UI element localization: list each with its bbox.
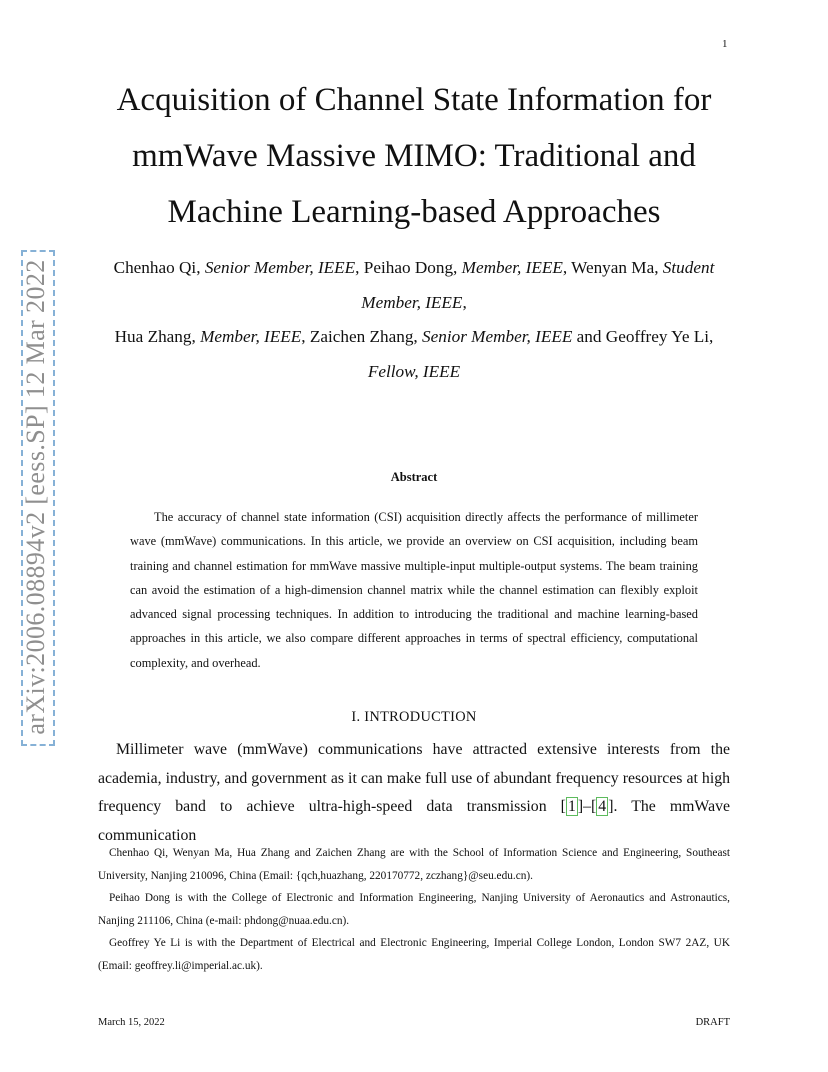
- author-name: Hua Zhang,: [114, 327, 201, 346]
- introduction-paragraph: [98, 736, 730, 850]
- author-name: and Geoffrey Ye Li,: [572, 327, 714, 346]
- abstract-heading: Abstract: [390, 470, 438, 484]
- author-affiliation: Senior Member, IEEE: [422, 327, 573, 346]
- author-affiliation: Senior Member, IEEE: [204, 258, 356, 277]
- author-name: , Zaichen Zhang,: [301, 327, 423, 346]
- footer-status: DRAFT: [695, 1017, 730, 1028]
- author-separator: ,: [462, 292, 467, 312]
- footer-date: March 15, 2022: [98, 1017, 165, 1028]
- intro-text: ]–[: [577, 798, 597, 815]
- author-affiliation: Student Member, IEEE: [361, 258, 715, 312]
- section-number: I.: [351, 709, 365, 725]
- section-heading-introduction: [0, 709, 828, 726]
- page-number: 1: [722, 38, 728, 50]
- author-affiliation: Fellow, IEEE: [367, 361, 461, 381]
- author-affiliation: Member, IEEE: [200, 327, 302, 346]
- abstract-text: The accuracy of channel state information (CSI) acquisition directly affects the performance of millimeter wave (mmWave) communications. In this article, we provide an overview on CSI acquisition, including beam training and channel estimation for mmWave massive multiple-input multiple-output systems. The beam training can avoid the estimation of a high-dimension channel matrix while the channel estimation can flexibly exploit advanced signal processing techniques. In addition to introducing the traditional and machine learning-based approaches in this article, we also compare different approaches in terms of spectral efficiency, computational complexity, and overhead.: [130, 510, 698, 670]
- section-title-rest: NTRODUCTION: [369, 709, 477, 725]
- footnote-affiliation: Peihao Dong is with the College of Electronic and Information Engineering, Nanjing University of Aeronautics and Astronautics, Nanjing 211106, China (e-mail: phdong@nuaa.edu.cn).: [98, 892, 730, 927]
- citation-link[interactable]: 4: [598, 798, 607, 815]
- author-name: , Wenyan Ma,: [562, 258, 663, 277]
- paper-title: Acquisition of Channel State Information for mmWave Massive MIMO: Traditional and Machine Learning-based Approaches: [116, 82, 712, 230]
- author-affiliation: Member, IEEE: [461, 258, 563, 277]
- section-title-initial: I: [364, 709, 370, 725]
- intro-text: Millimeter wave (mmWave) communications have attracted extensive interests from the academia, industry, and government as it can make full use of abundant frequency resources at high frequency band to achieve ultra-high-speed data transmission [: [98, 741, 730, 815]
- citation-link[interactable]: 1: [567, 798, 576, 815]
- author-list: [96, 251, 732, 389]
- author-name: , Peihao Dong,: [355, 258, 462, 277]
- footnote-affiliation: Geoffrey Ye Li is with the Department of Electrical and Electronic Engineering, Imperial College London, London SW7 2AZ, UK (Email: geoffrey.li@imperial.ac.uk).: [98, 937, 730, 972]
- intro-text: ]. The mmWave communication: [98, 798, 730, 844]
- arxiv-identifier[interactable]: arXiv:2006.08894v2 [eess.SP] 12 Mar 2022: [21, 259, 50, 735]
- footnotes: [98, 842, 730, 977]
- footnote-affiliation: Chenhao Qi, Wenyan Ma, Hua Zhang and Zaichen Zhang are with the School of Information Science and Engineering, Southeast University, Nanjing 210096, China (Email: {qch,huazhang, 220170772, zczhang}@seu.edu.cn).: [98, 847, 730, 882]
- author-name: Chenhao Qi,: [113, 258, 205, 277]
